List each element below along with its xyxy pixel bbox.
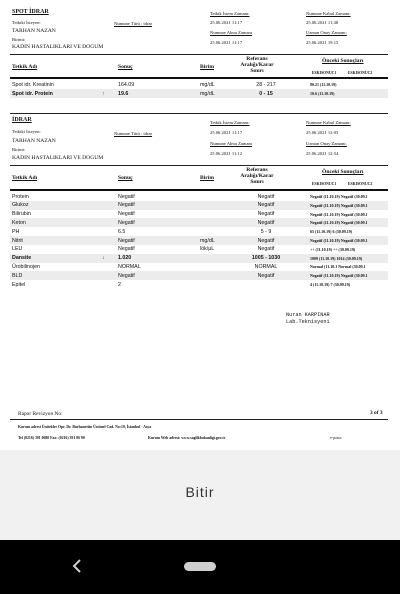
header-result: Sonuç: [118, 64, 133, 70]
reference-range: Negatif: [257, 193, 275, 200]
approval-time-value: 25.06.2021 12:54: [306, 151, 339, 156]
header-unit: Birim: [200, 64, 214, 70]
unit-name: KADIN HASTALIKLARI VE DOGUM: [12, 155, 104, 161]
finish-button[interactable]: Bitir: [185, 484, 215, 500]
request-time-label: Tetkik İstem Zamanı:: [210, 120, 250, 125]
header-prev1: ESKISONUC1: [312, 71, 337, 75]
header-prev1: ESKISONUC1: [312, 182, 337, 186]
footer-rule: [10, 419, 388, 420]
result-value: Negatif: [118, 219, 135, 226]
section-title: İDRAR: [12, 117, 32, 123]
request-time-label: Tetkik İstem Zamanı:: [210, 11, 250, 16]
table-row: [10, 262, 388, 271]
table-row: [10, 245, 388, 254]
flag-arrow: ↑: [102, 90, 105, 97]
header-test: Tetkik Adı: [12, 64, 38, 70]
result-value: 2: [118, 281, 121, 288]
test-name: Ürobilinojen: [12, 263, 40, 270]
footer-email: e-posta:: [330, 436, 343, 440]
sample-time-value: 25.06.2021 11:17: [210, 40, 243, 45]
table-row: [10, 271, 388, 280]
requester-label: Tetkiki İsteyen:: [12, 20, 41, 25]
header-result: Sonuç: [118, 175, 133, 181]
system-navbar: [0, 540, 400, 594]
table-row: [10, 80, 388, 89]
test-name: Nitrit: [12, 237, 23, 244]
unit-value: mg/dL: [200, 237, 215, 244]
header-prev2: ESKISONUC2: [348, 182, 373, 186]
sample-type: Numune Türü : idrar: [114, 131, 153, 136]
patient-name: TARHAN NAZAN: [12, 28, 56, 34]
accept-time-label: Numune Kabul Zamanı:: [306, 11, 351, 16]
previous-results: 80.21 (11.10.19): [310, 82, 337, 87]
reference-range: 5 - 9: [260, 228, 272, 235]
signature-name: Nuran KARPINAR: [286, 312, 330, 318]
reference-range: Negatif: [257, 246, 275, 253]
accept-time-value: 25.06.2021 12:03: [306, 130, 339, 135]
unit-label: Birimi:: [12, 147, 26, 152]
unit-value: mg/dL: [200, 81, 215, 88]
previous-results: Negatif (11.10.19) Negatif (30.09.1: [310, 238, 368, 243]
result-value: Negatif: [118, 193, 135, 200]
unit-value: lök/µL: [200, 246, 215, 253]
patient-name: TARHAN NAZAN: [12, 138, 56, 144]
previous-results: Negatif (11.10.19) Negatif (30.09.1: [310, 202, 368, 208]
reference-range: NORMAL: [254, 263, 278, 270]
divider: [10, 54, 388, 55]
sample-time-value: 25.06.2021 11:12: [210, 151, 243, 156]
test-name: Epitel: [12, 281, 26, 288]
header-ref: Referans Aralığı/Karar Sınırı: [240, 167, 274, 185]
footer-web: Kurum Web adresi: www.saglikbakanligi.gov.tr: [148, 436, 226, 440]
approval-time-label: Uzman Onay Zamanı:: [306, 141, 347, 146]
reference-range: Negatif: [257, 237, 275, 244]
previous-results: Negatif (11.10.19) Negatif (30.09.1: [310, 273, 368, 279]
test-name: Dansite: [12, 255, 32, 262]
reference-range: Negatif: [257, 272, 275, 279]
test-name: Bilirubin: [12, 211, 31, 218]
test-name: Spot idr. Protein: [12, 90, 53, 97]
reference-range: Negatif: [257, 211, 275, 218]
section-divider: [10, 113, 388, 114]
table-row: [10, 254, 388, 263]
signature-title: Lab.Teknisyeni: [286, 319, 330, 325]
reference-range: Negatif: [257, 219, 275, 226]
header-rule: [10, 189, 388, 191]
previous-results: 10.6 (11.10.19): [310, 91, 335, 96]
header-prev: Önceki Sonuçları: [322, 169, 364, 175]
accept-time-value: 25.06.2021 11:48: [306, 20, 339, 25]
previous-results: 1009 (11.10.19) 1014 (30.09.19): [310, 255, 363, 261]
sample-time-label: Numune Alma Zamanı: [210, 141, 253, 146]
result-value: 19.6: [118, 90, 129, 97]
table-row: [10, 218, 388, 227]
approval-time-label: Uzman Onay Zamanı:: [306, 30, 347, 35]
approval-time-value: 25.06.2021 19:15: [306, 40, 339, 45]
page-number: 3 of 3: [370, 410, 383, 416]
reference-range: Negatif: [257, 202, 275, 209]
header-prev2: ESKISONUC2: [348, 71, 373, 75]
chevron-left-icon[interactable]: [68, 556, 88, 576]
header-ref: Referans Aralığı/Karar Sınırı: [240, 56, 274, 74]
test-name: LEU: [12, 246, 23, 253]
flag-arrow: ↓: [102, 255, 105, 262]
table-row: [10, 89, 388, 98]
result-value: Negatif: [118, 246, 135, 253]
header-unit: Birim: [200, 175, 214, 181]
table-row: [10, 201, 388, 210]
result-value: Negatif: [118, 237, 135, 244]
table-row: [10, 280, 388, 289]
reference-range: 0 - 15: [259, 90, 273, 97]
result-value: 6.5: [118, 228, 126, 235]
header-rule: [10, 77, 388, 79]
test-name: BLD: [12, 272, 23, 279]
test-name: Keton: [12, 219, 26, 226]
result-value: Negatif: [118, 211, 135, 218]
result-value: 1.020: [118, 255, 132, 262]
revision-label: Rapor Revizyon No:: [18, 411, 63, 417]
table-row: [10, 210, 388, 219]
table-row: [10, 236, 388, 245]
footer-address: Kurum adresi Ünitekler Opr. Dr. Burhanettin Üstünel Cad. No:10, İstanbul - Asya: [18, 425, 152, 429]
reference-range: 1005 - 1030: [251, 255, 281, 262]
requester-label: Tetkiki İsteyen:: [12, 129, 41, 134]
unit-label: Birimi:: [12, 37, 26, 42]
test-name: PH: [12, 228, 20, 235]
previous-results: Negatif (11.10.19) Negatif (30.09.1: [310, 220, 368, 226]
request-time-value: 25.06.2021 11:17: [210, 20, 243, 25]
divider: [10, 165, 388, 166]
test-name: Glukoz: [12, 202, 29, 209]
sample-type: Numune Türü : idrar: [114, 21, 153, 26]
test-name: Protein: [12, 193, 29, 200]
sample-time-label: Numune Alma Zamanı: [210, 30, 253, 35]
result-value: NORMAL: [118, 263, 141, 270]
previous-results: Negatif (11.10.19) Negatif (30.09.1: [310, 211, 368, 217]
test-name: Spot idr. Kreatinin: [12, 81, 54, 88]
result-value: Negatif: [118, 202, 135, 209]
accept-time-label: Numune Kabul Zamanı:: [306, 120, 351, 125]
table-row: [10, 192, 388, 201]
previous-results: Normal (11.10.1 Normal (30.09.1: [310, 264, 366, 270]
home-pill-icon[interactable]: [184, 562, 216, 571]
previous-results: ++ (11.10.19) ++ (30.09.19): [310, 246, 356, 252]
result-value: Negatif: [118, 272, 135, 279]
previous-results: Negatif (11.10.19) Negatif (30.09.1: [310, 194, 368, 199]
table-row: [10, 227, 388, 236]
section-title: SPOT İDRAR: [12, 9, 49, 15]
reference-range: 28 - 217: [256, 81, 276, 88]
unit-value: mg/dL: [200, 90, 215, 97]
result-value: 164.09: [118, 81, 135, 88]
header-prev: Önceki Sonuçları: [322, 58, 364, 64]
header-test: Tetkik Adı: [12, 175, 38, 181]
unit-name: KADIN HASTALIKLARI VE DOGUM: [12, 44, 104, 50]
previous-results: 4 (11.10.19) 7 (30.09.19): [310, 282, 351, 287]
request-time-value: 25.06.2021 11:17: [210, 130, 243, 135]
previous-results: 65 (11.10.19) 6 (30.09.19): [310, 229, 353, 235]
footer-phone: Tel (0216) 391 0680 Fax: (0216) 391 06 90: [18, 436, 85, 440]
